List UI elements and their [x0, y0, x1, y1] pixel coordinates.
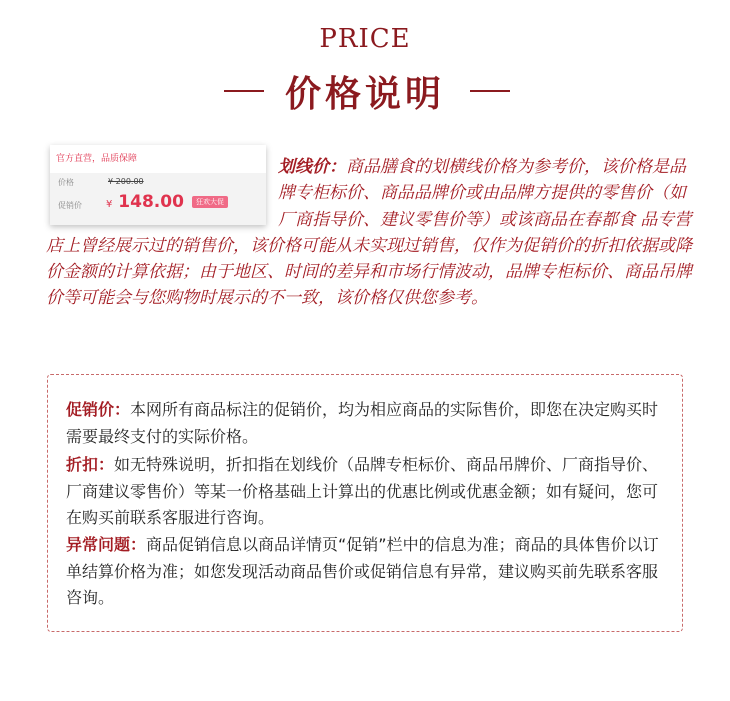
abnormal-paragraph — [66, 532, 670, 612]
discount-paragraph — [66, 452, 670, 532]
strike-price-paragraph — [46, 154, 694, 312]
discount-text: 如无特殊说明，折扣指在划线价（品牌专柜标价、商品吊牌价、厂商指导价、厂商建议零售价）等某一价格基础上计算出的优惠比例或优惠金额；如有疑问，您可在购买前联系客服进行咨询。 — [66, 455, 659, 527]
discount-heading: 折扣： — [66, 455, 115, 474]
promo-tag-badge: 狂欢大促 — [192, 196, 228, 208]
promo-price-paragraph — [66, 397, 670, 450]
strike-price-text: 商品膳食的划横线价格为参考价，该价格是品牌专柜标价、商品品牌价或由品牌方提供的零售价（如厂商指导价、建议零售价等）或该商品在春都食 品专营店上曾经展示过的销售价，该价格可能从未实现过销售，仅作为促销价的折扣依据或降价金额的计算依据；由于地区、时间的差异和市场行情波动，品牌专柜标价、商品吊牌价等可能会与您购物时展示的不一致，该价格仅供您参考。 — [46, 157, 692, 309]
abnormal-text: 商品促销信息以商品详情页“促销”栏中的信息为准；商品的具体售价以订单结算价格为准；如您发现活动商品售价或促销信息有异常，建议购买前先联系客服咨询。 — [66, 535, 659, 607]
promo-price-value: 148.00 — [118, 192, 184, 212]
orig-price-value: ¥ 200.00 — [108, 177, 144, 186]
orig-price-label: 价格 — [58, 178, 74, 187]
price-info-box — [47, 374, 683, 632]
card-float-spacer — [46, 154, 278, 230]
card-official-text: 官方直营，品质保障 — [56, 154, 138, 164]
promo-price-yen: ¥ — [106, 199, 113, 210]
header-title-cn: 价格说明 — [284, 74, 445, 115]
strike-price-label: 划线价： — [278, 157, 346, 177]
promo-price-text: 本网所有商品标注的促销价，均为相应商品的实际售价，即您在决定购买时需要最终支付的实际价格。 — [66, 400, 659, 446]
header-title-en: PRICE — [319, 24, 411, 54]
promo-price-label: 促销价 — [58, 201, 82, 210]
promo-price-heading: 促销价： — [66, 400, 131, 419]
title-dash-right — [470, 90, 510, 92]
header-title-row — [0, 66, 730, 116]
abnormal-heading: 异常问题： — [66, 535, 147, 554]
